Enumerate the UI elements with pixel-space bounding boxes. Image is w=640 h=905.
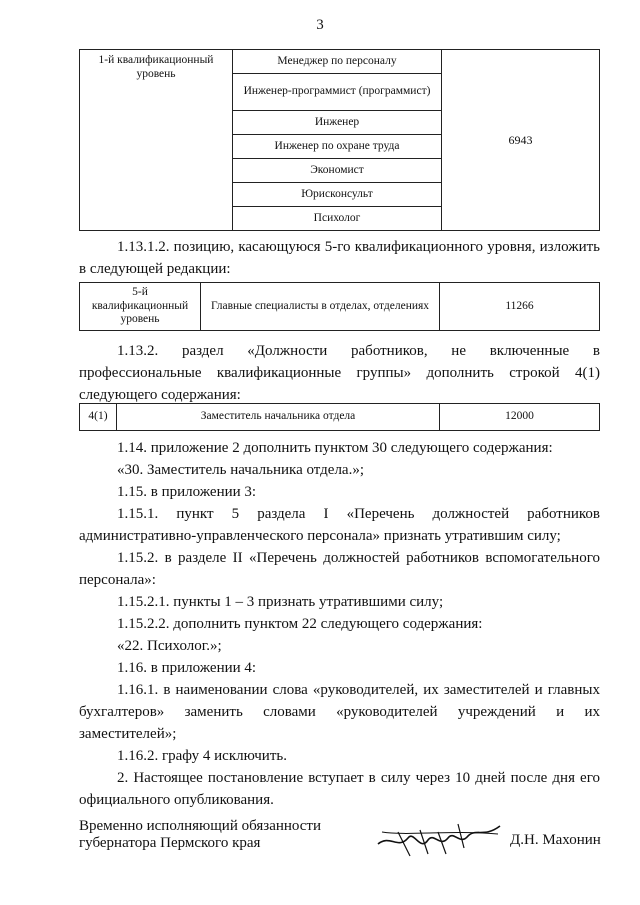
qualification-table-level-5	[79, 282, 600, 331]
paragraph-1-15-2-1: 1.15.2.1. пункты 1 – 3 признать утратившими силу;	[117, 594, 444, 610]
paragraph-1-14: 1.14. приложение 2 дополнить пунктом 30 следующего содержания:	[117, 440, 553, 456]
salary-cell: 11266	[440, 283, 600, 331]
qualification-table-level-1	[79, 49, 600, 231]
position-cell: Менеджер по персоналу	[233, 50, 442, 74]
paragraph-1-16-1: 1.16.1. в наименовании слова «руководителей, их заместителей и главных бухгалтеров» заменить словами «руководителей учреждений и их заместителей»;	[79, 682, 600, 742]
position-cell: Экономист	[233, 159, 442, 183]
paragraph-1-16-2: 1.16.2. графу 4 исключить.	[117, 748, 287, 764]
position-cell: Главные специалисты в отделах, отделениях	[201, 283, 440, 331]
signatory-name: Д.Н. Махонин	[510, 832, 601, 848]
page-number: 3	[316, 17, 324, 33]
signatory-title	[79, 818, 321, 852]
position-cell: Инженер по охране труда	[233, 135, 442, 159]
qualification-level-cell: 5-й квалификационный уровень	[80, 283, 201, 331]
additional-row-table	[79, 403, 600, 431]
paragraph-1-15-1: 1.15.1. пункт 5 раздела I «Перечень должностей работников административно-управленческого персонала» признать утратившим силу;	[79, 506, 600, 544]
paragraph-1-16: 1.16. в приложении 4:	[117, 660, 257, 676]
paragraph-1-15-2: 1.15.2. в разделе II «Перечень должностей работников вспомогательного персонала»:	[79, 550, 600, 588]
qualification-level-cell: 1-й квалификационный уровень	[80, 50, 233, 231]
signatory-title-line-2: губернатора Пермского края	[79, 835, 261, 851]
handwritten-signature	[368, 812, 508, 862]
position-cell: Юрисконсульт	[233, 183, 442, 207]
salary-cell: 12000	[440, 404, 600, 431]
salary-cell: 6943	[442, 50, 600, 231]
position-cell: Психолог	[233, 207, 442, 231]
position-cell: Инженер	[233, 111, 442, 135]
paragraph-1-15-2-2: 1.15.2.2. дополнить пунктом 22 следующего содержания:	[117, 616, 483, 632]
row-number-cell: 4(1)	[80, 404, 117, 431]
paragraph-22: «22. Психолог.»;	[117, 638, 222, 654]
position-cell: Инженер-программист (программист)	[233, 74, 442, 111]
paragraph-30: «30. Заместитель начальника отдела.»;	[117, 462, 365, 478]
paragraph-1-13-2: 1.13.2. раздел «Должности работников, не включенные в профессиональные квалификационные группы» дополнить строкой 4(1) следующего содержания:	[79, 343, 600, 403]
paragraph-2: 2. Настоящее постановление вступает в силу через 10 дней после дня его официального опубликования.	[79, 770, 600, 808]
paragraph-1-15: 1.15. в приложении 3:	[117, 484, 257, 500]
paragraph-1-13-1-2: 1.13.1.2. позицию, касающуюся 5-го квалификационного уровня, изложить в следующей редакции:	[79, 239, 600, 277]
signatory-title-line-1: Временно исполняющий обязанности	[79, 818, 322, 834]
position-cell: Заместитель начальника отдела	[117, 404, 440, 431]
